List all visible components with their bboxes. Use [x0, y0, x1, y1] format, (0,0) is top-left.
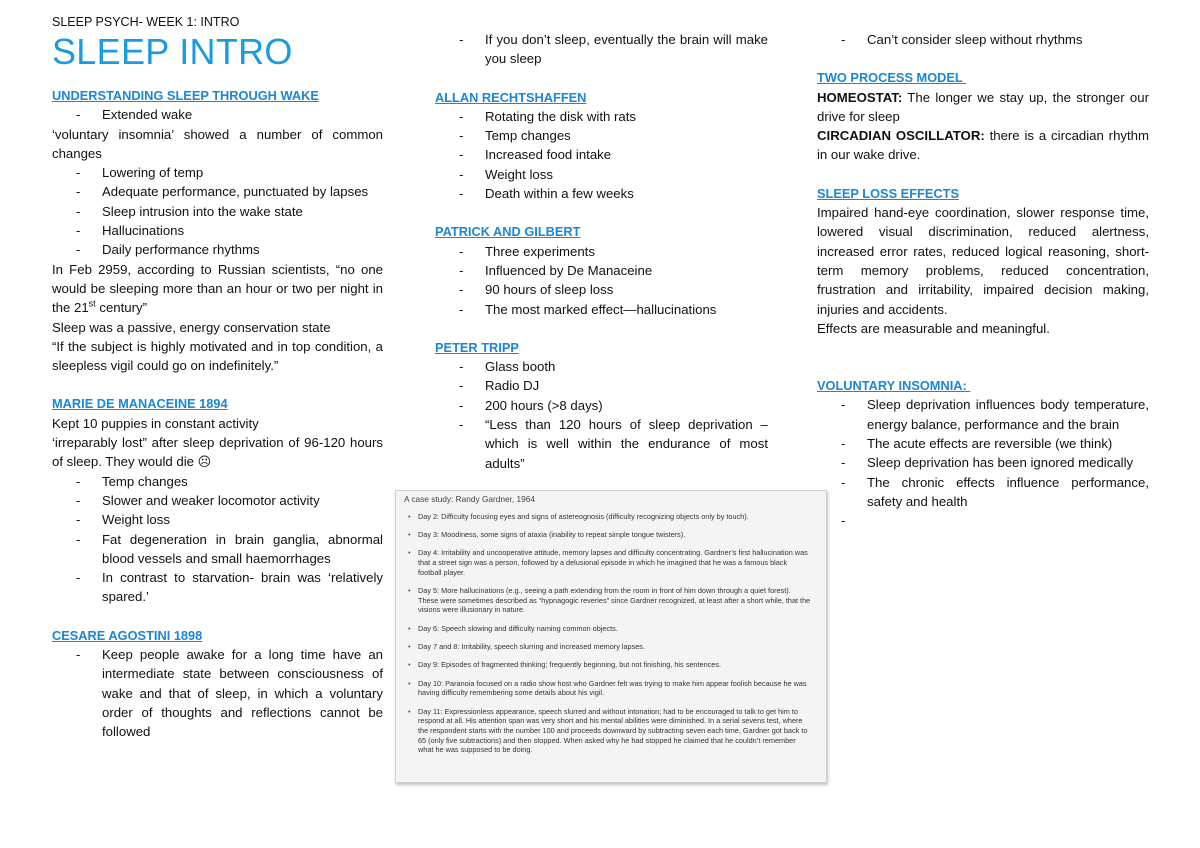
bullet-list [52, 163, 383, 259]
section-two-process-model [817, 68, 1149, 164]
text-span: In Feb 2959, according to Russian scientists, “no one would be sleeping more than an hour or two per night in the 21 [52, 261, 383, 316]
section-heading: MARIE DE MANACEINE 1894 [52, 396, 228, 412]
list-item: - Weight loss [435, 165, 768, 184]
list-item [817, 511, 1149, 530]
bullet-list [52, 472, 383, 607]
list-item: - Fat degeneration in brain ganglia, abnormal blood vessels and small haemorrhages [52, 530, 383, 569]
list-item: - Daily performance rhythms [52, 240, 383, 259]
bullet-list [817, 30, 1149, 49]
paragraph: ‘voluntary insomnia’ showed a number of common changes [52, 126, 383, 161]
case-study-item: • Day 3: Moodiness, some signs of ataxia (inability to repeat simple tongue twisters). [404, 530, 816, 540]
section-cesare-agostini [52, 626, 383, 742]
text-span: The longer we stay up, the stronger our drive for sleep [817, 89, 1149, 124]
column-3 [817, 30, 1149, 531]
case-study-title: A case study: Randy Gardner, 1964 [404, 494, 535, 504]
section-heading: UNDERSTANDING SLEEP THROUGH WAKE [52, 88, 319, 103]
list-item: - Can’t consider sleep without rhythms [817, 30, 1149, 49]
document-header-label: SLEEP PSYCH- WEEK 1: INTRO [52, 15, 240, 29]
paragraph: Sleep was a passive, energy conservation state [52, 319, 331, 335]
section-understanding-sleep [52, 86, 383, 375]
section-heading: CESARE AGOSTINI 1898 [52, 627, 203, 643]
case-study-figure [395, 490, 827, 783]
column-1 [52, 14, 383, 742]
superscript: st [88, 298, 96, 309]
section-heading: VOLUNTARY INSOMNIA: [817, 378, 971, 394]
list-item: - Sleep intrusion into the wake state [52, 202, 383, 221]
list-item: - The most marked effect—hallucinations [435, 300, 768, 319]
list-item: - Radio DJ [435, 376, 768, 395]
section-marie-de-manaceine [52, 394, 383, 606]
list-item: - Sleep deprivation has been ignored medically [817, 453, 1149, 472]
paragraph: Effects are measurable and meaningful. [817, 320, 1050, 336]
list-item: - Glass booth [435, 357, 768, 376]
bullet-list [435, 30, 768, 69]
paragraph [817, 126, 1149, 165]
bullet-list [52, 105, 383, 124]
case-study-item: • Day 11: Expressionless appearance, speech slurred and without intonation; had to be encouraged to talk to get him to respond at all. His attention span was very short and his mental abilities were diminished. In a serial sevens test, where the respondent starts with the number 100 and proceeds downward by subtracting seven each time, Gardner got back to 65 (only five subtractions) and then stopped. When asked why he had stopped he claimed that he couldn’t remember what he was supposed to be doing. [404, 707, 816, 756]
paragraph: Impaired hand-eye coordination, slower response time, lowered visual discrimination, reduced alertness, increased error rates, reduced logical reasoning, short-term memory problems, reduced concentration, frustration and irritability, impaired decision making, injuries and accidents. [817, 205, 1149, 317]
list-item: - Extended wake [52, 105, 383, 124]
list-item: - 200 hours (>8 days) [435, 396, 768, 415]
list-item: - Increased food intake [435, 145, 768, 164]
bullet-list [435, 242, 768, 319]
section-heading: TWO PROCESS MODEL [817, 70, 967, 86]
section-patrick-and-gilbert [435, 222, 768, 318]
case-study-item: • Day 5: More hallucinations (e.g., seeing a path extending from the room in front of him down through a quiet forest). These were sometimes described as “hypnagogic reveries” since Gardner recognized, at least after a short while, that the visions were illusionary in nature. [404, 586, 816, 615]
list-item: - The acute effects are reversible (we think) [817, 434, 1149, 453]
list-item: - Temp changes [52, 472, 383, 491]
paragraph [817, 88, 1149, 127]
quote-paragraph: “If the subject is highly motivated and in top condition, a sleepless vigil could go on indefinitely.” [52, 338, 383, 374]
list-item: - Sleep deprivation influences body temperature, energy balance, performance and the brain [817, 395, 1149, 434]
bullet-list [435, 357, 768, 473]
paragraph: ‘irreparably lost” after sleep deprivation of 96-120 hours of sleep. They would die ☹ [52, 435, 383, 470]
section-heading: ALLAN RECHTSHAFFEN [435, 89, 587, 105]
bullet-list [52, 645, 383, 741]
case-study-item: • Day 4: Irritability and uncooperative attitude, memory lapses and difficulty concentrating. Gardner’s first hallucination was that a street sign was a person, followed by a delusional episode in which he imagined that he was a famous black football player. [404, 548, 816, 577]
list-item: - Keep people awake for a long time have an intermediate state between consciousness of wake and that of sleep, in which a voluntary order of thoughts and reflections cannot be followed [52, 645, 383, 741]
bullet-list [817, 395, 1149, 530]
list-item: - Temp changes [435, 126, 768, 145]
case-study-item: • Day 9: Episodes of fragmented thinking; frequently beginning, but not finishing, his sentences. [404, 660, 816, 670]
list-item: - Adequate performance, punctuated by lapses [52, 182, 383, 201]
page-title: SLEEP INTRO [52, 31, 293, 72]
text-span: century” [95, 300, 147, 316]
list-item: - Weight loss [52, 510, 383, 529]
section-voluntary-insomnia [817, 376, 1149, 530]
list-item: - Rotating the disk with rats [435, 107, 768, 126]
list-item: - The chronic effects influence performance, safety and health [817, 473, 1149, 512]
list-item: - 90 hours of sleep loss [435, 280, 768, 299]
text-span: there is a circadian rhythm in our wake drive. [817, 128, 1149, 163]
list-item: - Three experiments [435, 242, 768, 261]
list-item: - Death within a few weeks [435, 184, 768, 203]
list-item: - Hallucinations [52, 221, 383, 240]
section-heading: PETER TRIPP [435, 339, 519, 355]
list-item: - In contrast to starvation- brain was ‘relatively spared.’ [52, 568, 383, 607]
bold-label: CIRCADIAN OSCILLATOR: [817, 128, 985, 144]
list-item: - Slower and weaker locomotor activity [52, 491, 383, 510]
bold-label: HOMEOSTAT: [817, 89, 903, 105]
bullet-list [435, 107, 768, 203]
section-sleep-loss-effects [817, 184, 1149, 338]
paragraph: Kept 10 puppies in constant activity [52, 415, 259, 431]
case-study-item: • Day 7 and 8: Irritability, speech slurring and increased memory lapses. [404, 642, 816, 652]
paragraph [52, 260, 383, 318]
section-heading: SLEEP LOSS EFFECTS [817, 185, 959, 201]
section-allan-rechtshaffen [435, 88, 768, 204]
list-item: - “Less than 120 hours of sleep deprivation – which is well within the endurance of most adults” [435, 415, 768, 473]
list-item: - Influenced by De Manaceine [435, 261, 768, 280]
list-item: - Lowering of temp [52, 163, 383, 182]
list-item: - If you don’t sleep, eventually the brain will make you sleep [435, 30, 768, 69]
case-study-list [404, 512, 816, 755]
column-2 [435, 30, 768, 473]
section-peter-tripp [435, 338, 768, 473]
case-study-item: • Day 6: Speech slowing and difficulty naming common objects. [404, 624, 816, 634]
case-study-item: • Day 2: Difficulty focusing eyes and signs of astereognosis (difficulty recognizing objects only by touch). [404, 512, 816, 522]
section-heading: PATRICK AND GILBERT [435, 224, 581, 240]
case-study-item: • Day 10: Paranoia focused on a radio show host who Gardner felt was trying to make him appear foolish because he was having difficulty remembering some details about his vigil. [404, 679, 816, 698]
